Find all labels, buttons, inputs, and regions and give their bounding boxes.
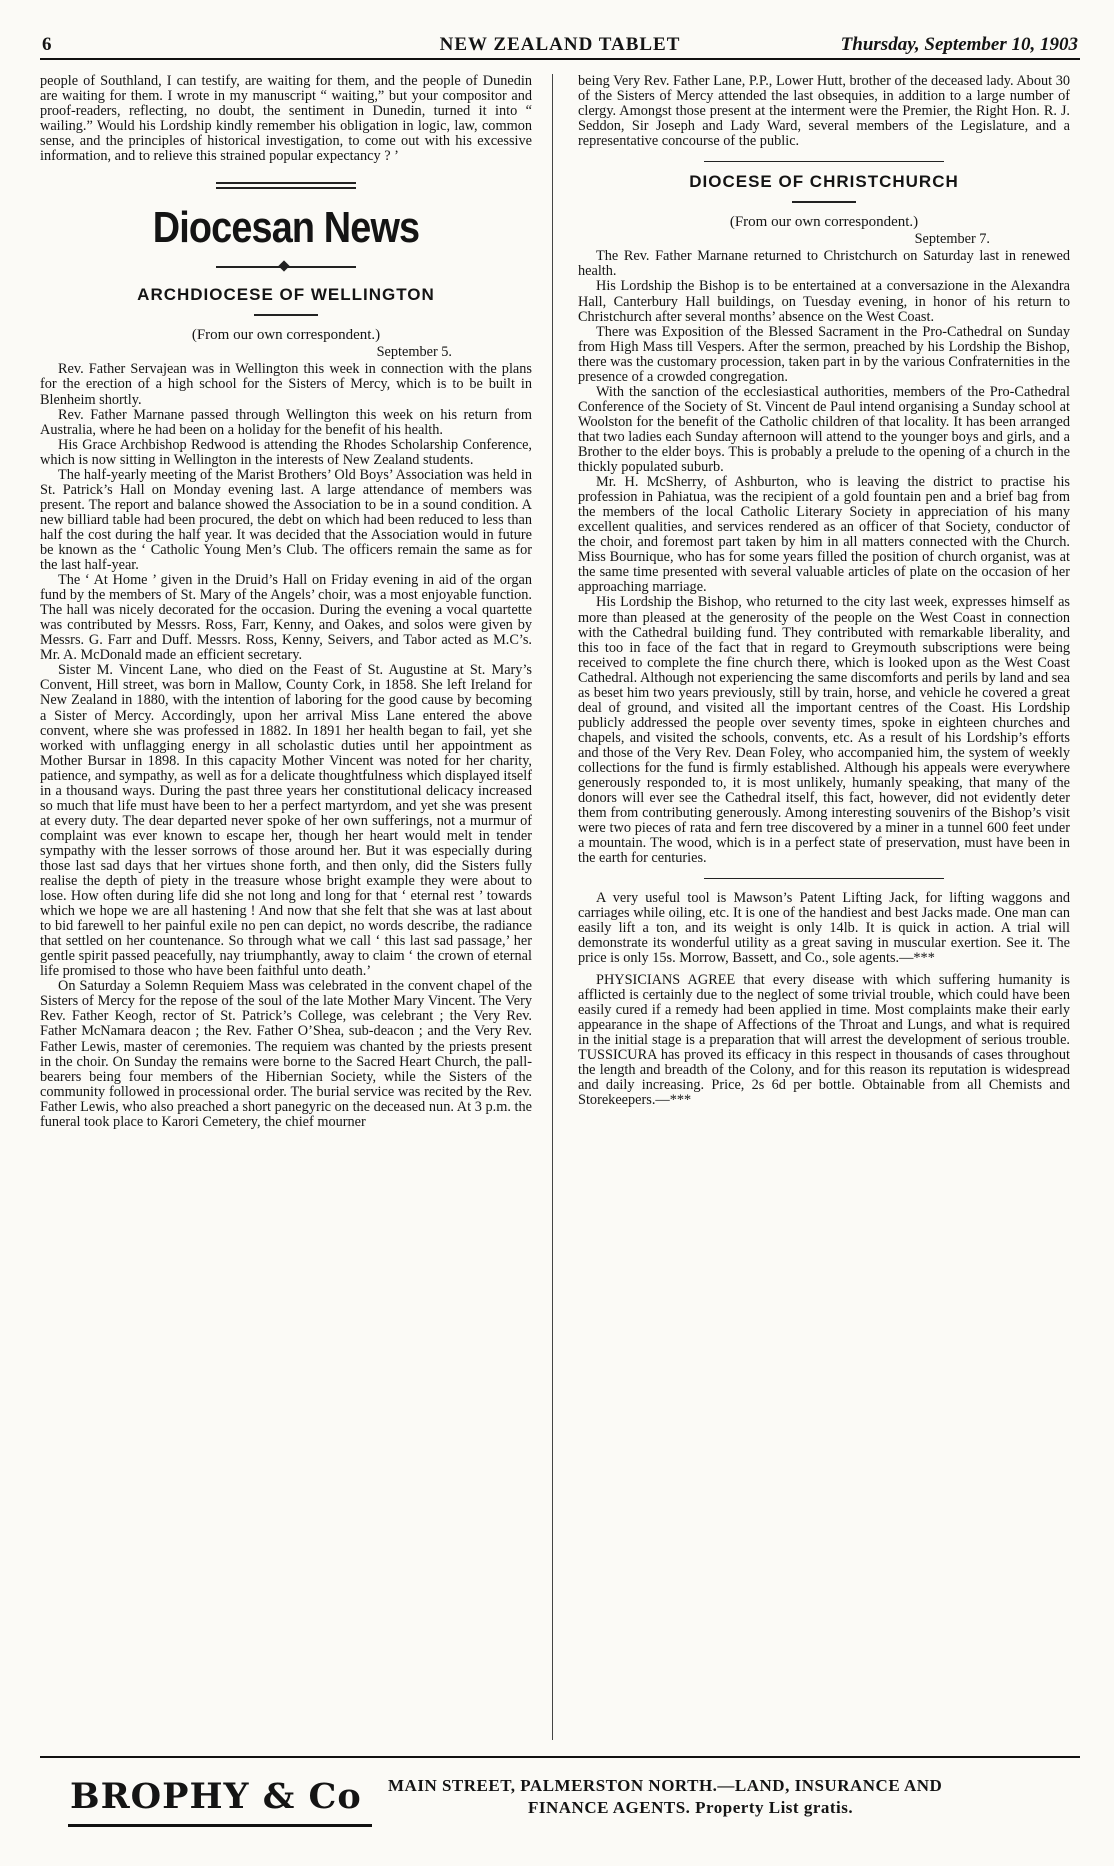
article-paragraph: His Lordship the Bishop is to be entertained at a conversazione in the Alexandra Hall, Canterbury Hall buildings, on Tuesday evening, in honor of his return to Christchurch after several months’ absence on the West Coast. <box>578 278 1070 325</box>
issue-date: Thursday, September 10, 1903 <box>840 34 1078 55</box>
advert-lifting-jack: A very useful tool is Mawson’s Patent Lifting Jack, for lifting waggons and carriages while oiling, etc. It is one of the handiest and best Jacks made. One man can easily lift a ton, and its weight is only 14lb. It is quick in action. A trial will demonstrate its wonderful utility as a great saving in muscular exertion. See it. The price is only 15s. Morrow, Bassett, and Co., sole agents.—*** <box>578 890 1070 967</box>
article-paragraph: His Grace Archbishop Redwood is attending the Rhodes Scholarship Conference, which is now sitting in Wellington in the interests of New Zealand students. <box>40 436 532 468</box>
article-paragraph: The ‘ At Home ’ given in the Druid’s Hall on Friday evening in aid of the organ fund by the members of St. Mary of the Angels’ choir, was a most enjoyable function. The hall was nicely decorated for the occasion. During the evening a vocal quartette was contributed by Messrs. Ross, Farr, Kenny, and Oakes, and solos were given by Messrs. G. Farr and Duff. Messrs. Ross, Kenny, Seivers, and Tabor acted as M.C’s. Mr. A. McDonald made an efficient secretary. <box>40 572 532 664</box>
advert-address-line2: FINANCE AGENTS. Property List gratis. <box>528 1798 854 1817</box>
article-paragraph: With the sanction of the ecclesiastical authorities, members of the Pro-Cathedral Conference of the Society of St. Vincent de Paul intend organising a Sunday school at Woolston for the benefit of the Catholic children of that locality. It has been arranged that two ladies each Sunday afternoon will attend to the younger boys and girls, and a Brother to the elder boys. This is probably a prelude to the opening of a church in the thickly populated suburb. <box>578 383 1070 476</box>
page-header <box>40 30 1080 60</box>
short-divider <box>792 201 856 203</box>
diocesan-news-heading: Diocesan News <box>152 203 420 253</box>
correspondent-line: (From our own correspondent.) <box>729 214 919 231</box>
dateline: September 5. <box>376 344 452 361</box>
correspondent-line: (From our own correspondent.) <box>191 327 381 344</box>
section-divider <box>704 878 944 879</box>
page-number: 6 <box>42 34 52 55</box>
advertiser-name: BROPHY & Co <box>70 1776 362 1817</box>
diocese-christchurch-heading: DIOCESE OF CHRISTCHURCH <box>689 172 959 192</box>
right-column <box>578 74 1070 1744</box>
article-paragraph: The half-yearly meeting of the Marist Brothers’ Old Boys’ Association was held in St. Patrick’s Hall on Monday evening last. A large attendance of members was present. The report and balance showed the Association to be in a sound condition. A new billiard table had been procured, the debt on which had been reduced to less than half the cost during the half year. It was decided that the Association would in future be known as the ‘ Catholic Young Men’s Club. The officers remain the same as for the last half-year. <box>40 466 532 574</box>
footer-rule <box>40 1756 1080 1758</box>
obituary-paragraph: Sister M. Vincent Lane, who died on the Feast of St. Augustine at St. Mary’s Convent, Hill street, was born in Mallow, County Cork, in 1858. She left Ireland for New Zealand in 1880, with the intention of laboring for the good cause by becoming a Sister of Mercy. Accordingly, upon her arrival Miss Lane entered the above convent, where she was professed in 1882. In 1891 her health began to fail, yet she worked with unflagging energy in all scholastic duties until her appointment as Mother Bursar in 1898. In this capacity Mother Vincent was noted for her charity, patience, and sympathy, as well as for a delicate thoughtfulness which displayed itself in a thousand ways. During the past three years her constitutional delicacy increased so much that life must have been to her a perfect martyrdom, and yet she was present at every duty. The dear departed never spoke of her own sufferings, not a murmur of complaint was ever known to escape her, though her heart would melt in tender sympathy with the lesser sorrows of those around her. But it was especially during those last sad days that her virtues shone forth, and then only, did the Sisters fully realise the depth of piety in the treasure whose bright example they were about to lose. How often during life did she not long and long for that ‘ eternal rest ’ towards which we hope we are all hastening ! And now that she felt that she was at last about to bid farewell to her painful exile no pen can depict, no words describe, the radiance that settled on her countenance. So through what we call ‘ this last sad passage,’ her gentle spirit passed peacefully, nay triumphantly, away to claim ‘ the crown of eternal life promised to those who have been faithful unto death.’ <box>40 662 532 980</box>
article-paragraph: There was Exposition of the Blessed Sacrament in the Pro-Cathedral on Sunday from High Mass till Vespers. After the sermon, preached by his Lordship the Bishop, there was the customary procession, taken part in by the various Confraternities in the presence of a crowded congregation. <box>578 323 1070 385</box>
publication-title: NEW ZEALAND TABLET <box>439 34 681 55</box>
footer-advert <box>40 1768 1080 1838</box>
article-paragraph: His Lordship the Bishop, who returned to the city last week, expresses himself as more than pleased at the generosity of the people on the West Coast in connection with the Cathedral building fund. They contributed with remarkable liberality, and this too in face of the fact that in regard to Greymouth subscriptions were being received to complete the fine church there, which is looked upon as the West Coast Cathedral. Although not experiencing the same discomforts and perils by land and sea as beset him two years previously, still by train, horse, and vehicle he covered a great deal of ground, and visited all the important centres of the Coast. His Lordship publicly addressed the people over seventy times, spoke in eighteen churches and chapels, and visited the schools, convents, etc. As a result of his Lordship’s efforts and those of the Very Rev. Dean Foley, who accompanied him, the system of weekly collections for the fund is firmly established. Although his appeals were everywhere generously responded to, it is most unlikely, humanly speaking, that many of the donors will ever see the Cathedral itself, this fact, however, did not evidently deter them from contributing generously. Among interesting souvenirs of the Bishop’s visit were two pieces of rata and fern tree discovered by a miner in a tunnel 600 feet under a mountain. The wood, which is in a perfect state of preservation, must have been in the earth for centuries. <box>578 594 1070 867</box>
left-column <box>40 74 532 1744</box>
archdiocese-wellington-heading: ARCHDIOCESE OF WELLINGTON <box>137 285 435 305</box>
short-divider <box>254 314 318 316</box>
ornament-divider <box>216 261 356 273</box>
section-divider <box>704 161 944 162</box>
intro-paragraph: people of Southland, I can testify, are waiting for them, and the people of Dunedin are waiting for them. I wrote in my manuscript “ waiting,” but your compositor and proof-readers, reflecting, no doubt, the sentiment in Dunedin, turned it into “ wailing.” Would his Lordship kindly remember his obligation in logic, law, common sense, and the principles of historical investigation, to come out with his excessive information, and to relieve this strained popular expectancy ? ’ <box>40 74 532 165</box>
column-rule <box>552 74 553 1740</box>
article-paragraph: On Saturday a Solemn Requiem Mass was celebrated in the convent chapel of the Sisters of Mercy for the repose of the soul of the late Mother Mary Vincent. The Very Rev. Father Keogh, rector of St. Patrick’s College, was celebrant ; the Very Rev. Father McNamara deacon ; the Rev. Father O’Shea, sub-deacon ; and the Very Rev. Father Lewis, master of ceremonies. The requiem was chanted by the priests present in the choir. On Sunday the remains were borne to the Sacred Heart Church, the pall-bearers being four members of the Hibernian Society, while the Sisters of the community followed in processional order. The burial service was recited by the Rev. Father Lewis, who also preached a short panegyric on the deceased nun. At 3 p.m. the funeral took place to Karori Cemetery, the chief mourner <box>40 978 532 1130</box>
article-paragraph: Mr. H. McSherry, of Ashburton, who is leaving the district to practise his profession in Pahiatua, was the recipient of a gold fountain pen and a brief bag from the members of the local Catholic Literary Society in appreciation of his many excellent qualities, and services rendered as an officer of that Society, conductor of the choir, and foremost part taken by him in all matters connected with the Church. Miss Bournique, who has for some years filled the position of church organist, was at the same time presented with several valuable articles of plate on the occasion of her approaching marriage. <box>578 474 1070 596</box>
advertiser-underline <box>68 1824 372 1827</box>
section-divider <box>216 182 356 189</box>
advert-tussicura: PHYSICIANS AGREE that every disease with which suffering humanity is afflicted is certainly due to the neglect of some trivial trouble, which could have been easily cured if a remedy had been applied in time. Most complaints make their early appearance in the shape of Affections of the Throat and Lungs, and what is required in the initial stage is a preparation that will arrest the development of serious trouble. TUSSICURA has proved its efficacy in this respect in thousands of cases throughout the length and breadth of the Colony, and for this reason its reputation is widespread and daily increasing. Price, 2s 6d per bottle. Obtainable from all Chemists and Storekeepers.—*** <box>578 971 1070 1108</box>
article-paragraph: Rev. Father Servajean was in Wellington this week in connection with the plans for the erection of a high school for the Sisters of Mercy, which is to be built in Blenheim shortly. <box>40 361 532 408</box>
advert-address-line1: MAIN STREET, PALMERSTON NORTH.—LAND, INSURANCE AND <box>388 1776 943 1795</box>
article-paragraph: The Rev. Father Marnane returned to Christchurch on Saturday last in renewed health. <box>578 248 1070 280</box>
dateline: September 7. <box>914 231 990 248</box>
continuation-paragraph: being Very Rev. Father Lane, P.P., Lower Hutt, brother of the deceased lady. About 30 of the Sisters of Mercy attended the last obsequies, in addition to a large number of clergy. Amongst those present at the interment were the Premier, the Right Hon. R. J. Seddon, Sir Joseph and Lady Ward, several members of the Legislature, and a representative concourse of the public. <box>578 74 1070 150</box>
article-paragraph: Rev. Father Marnane passed through Wellington this week on his return from Australia, where he had been on a holiday for the benefit of his health. <box>40 406 532 438</box>
